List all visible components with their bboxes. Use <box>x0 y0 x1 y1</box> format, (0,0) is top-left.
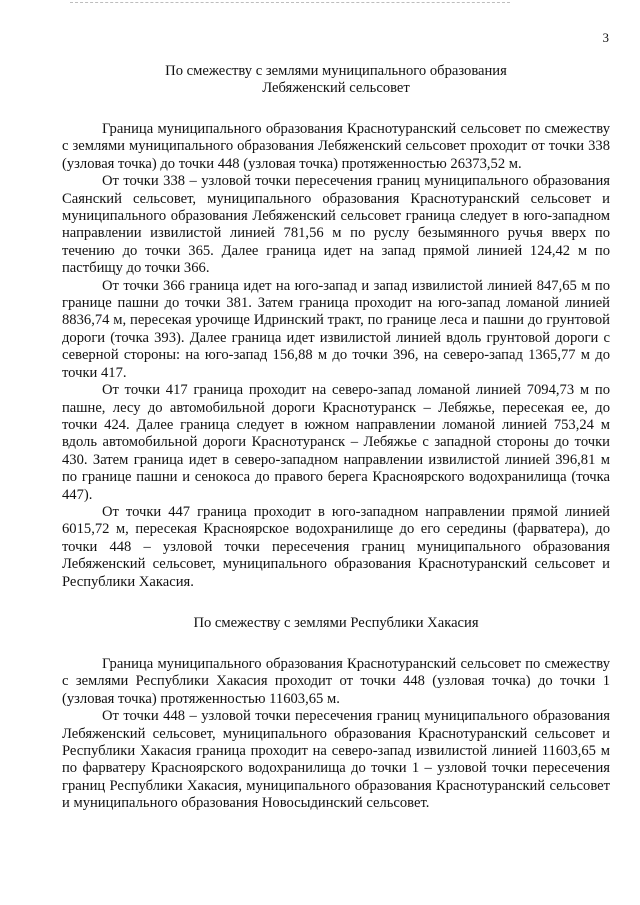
section-heading <box>62 63 610 97</box>
paragraph: От точки 447 граница проходит в юго-западном направлении прямой линией 6015,72 м, пересекая Красноярское водохранилище до его середины (фарватера), до точки 448 – узловой точки пересечения границ муниципального образования Лебяженский сельсовет, муниципального образования Краснотуранский сельсовет и Республики Хакасия. <box>62 503 610 590</box>
paragraph: Граница муниципального образования Краснотуранский сельсовет по смежеству с землями муниципального образования Лебяженский сельсовет проходит от точки 338 (узловая точка) до точки 448 (узловая точка) протяженностью 26373,52 м. <box>62 121 610 172</box>
page-number: 3 <box>602 30 609 45</box>
section-heading-line-1: По смежеству с землями муниципального образования <box>165 63 507 79</box>
paragraph: От точки 448 – узловой точки пересечения границ муниципального образования Лебяженский сельсовет, муниципального образования Краснотуранский сельсовет и Республики Хакасия граница проходит на северо-запад извилистой линией 11603,65 м по фарватеру Красноярского водохранилища до точки 1 – узловой точки пересечения границ Республики Хакасия, муниципального образования Краснотуранский сельсовет и муниципального образования Новосыдинский сельсовет. <box>62 708 610 812</box>
section-khakassia <box>62 615 610 813</box>
section-heading-line-2: Лебяженский сельсовет <box>262 80 410 96</box>
section-lebyazhensky <box>62 63 610 591</box>
scan-edge-line <box>70 2 510 3</box>
paragraph: Граница муниципального образования Краснотуранский сельсовет по смежеству с землями Республики Хакасия проходит от точки 448 (узловая точка) до точки 1 (узловая точка) протяженностью 11603,65 м. <box>62 655 610 707</box>
paragraph: От точки 338 – узловой точки пересечения границ муниципального образования Саянский сельсовет, муниципального образования Краснотуранский сельсовет и муниципального образования Лебяженский сельсовет граница следует в юго-западном направлении извилистой линией 781,56 м по руслу безымянного ручья вверх по течению до точки 365. Далее граница идет на запад прямой линией 124,42 м по пастбищу до точки 366. <box>62 173 610 277</box>
document-body <box>62 63 610 813</box>
section-heading: По смежеству с землями Республики Хакасия <box>193 614 479 631</box>
paragraph: От точки 417 граница проходит на северо-запад ломаной линией 7094,73 м по пашне, лесу до автомобильной дороги Краснотуранск – Лебяжье, пересекая ее, до точки 424. Далее граница следует в южном направлении ломаной линией 753,24 м вдоль автомобильной дороги Краснотуранск – Лебяжье с западной стороны до точки 430. Затем граница идет в северо-западном направлении извилистой линией 396,81 м по границе пашни и сенокоса до правого берега Красноярского водохранилища (точка 447). <box>62 382 610 503</box>
paragraph: От точки 366 граница идет на юго-запад и запад извилистой линией 847,65 м по границе пашни до точки 381. Затем граница проходит на юго-запад ломаной линией 8836,74 м, пересекая урочище Идринский тракт, по границе леса и пашни до грунтовой дороги (точка 393). Далее граница идет извилистой линией вдоль грунтовой дороги с северной стороны: на юго-запад 156,88 м до точки 396, на северо-запад 1365,77 м до точки 417. <box>62 277 610 381</box>
